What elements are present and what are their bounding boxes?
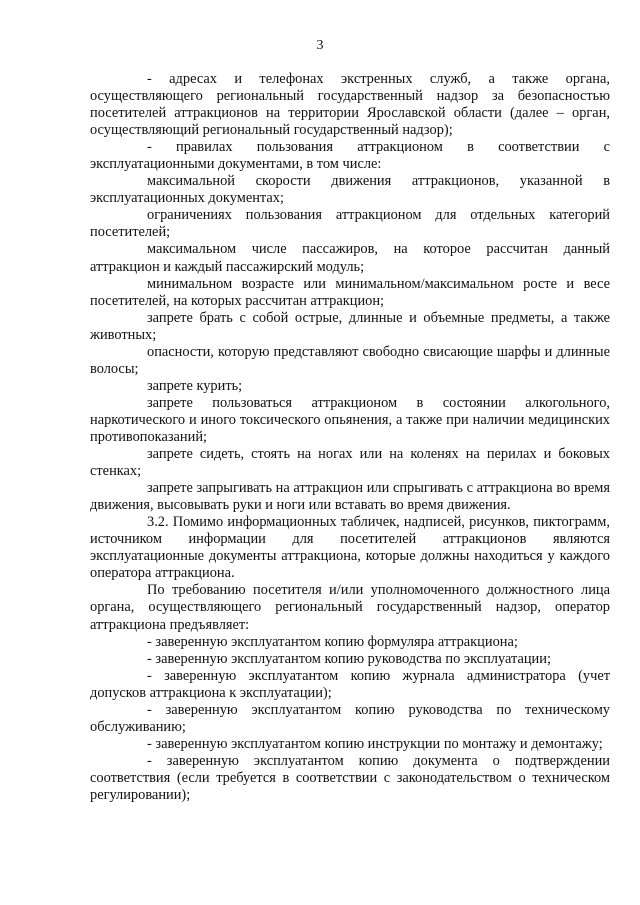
paragraph: максимальном числе пассажиров, на которое рассчитан данный аттракцион и каждый пассажирский модуль;: [90, 241, 610, 275]
paragraph: минимальном возрасте или минимальном/максимальном росте и весе посетителей, на которых рассчитан аттракцион;: [90, 275, 610, 309]
paragraph: запрете брать с собой острые, длинные и объемные предметы, а также животных;: [90, 309, 610, 343]
page-number: 3: [316, 38, 324, 53]
paragraph: 3.2. Помимо информационных табличек, надписей, рисунков, пиктограмм, источником информации для посетителей аттракционов являются эксплуатационные документы аттракциона, которые должны находиться у каждого оператора аттракциона.: [90, 514, 610, 582]
paragraph: - заверенную эксплуатантом копию документа о подтверждении соответствия (если требуется в соответствии с законодательством о техническом регулировании);: [90, 752, 610, 803]
paragraph: - заверенную эксплуатантом копию руководства по техническому обслуживанию;: [90, 701, 610, 735]
paragraph: максимальной скорости движения аттракционов, указанной в эксплуатационных документах;: [90, 173, 610, 207]
paragraph: запрете запрыгивать на аттракцион или спрыгивать с аттракциона во время движения, высовывать руки и ноги или вставать во время движения.: [90, 480, 610, 514]
paragraph: - правилах пользования аттракционом в соответствии с эксплуатационными документами, в том числе:: [90, 139, 610, 173]
paragraph: опасности, которую представляют свободно свисающие шарфы и длинные волосы;: [90, 343, 610, 377]
paragraph: - заверенную эксплуатантом копию формуляра аттракциона;: [147, 633, 518, 650]
paragraph: запрете пользоваться аттракционом в состоянии алкогольного, наркотического и иного токсического опьянения, а также при наличии медицинских противопоказаний;: [90, 394, 610, 445]
paragraph: - заверенную эксплуатантом копию руководства по эксплуатации;: [147, 650, 551, 667]
paragraph: ограничениях пользования аттракционом для отдельных категорий посетителей;: [90, 207, 610, 241]
document-body: [90, 71, 610, 804]
paragraph: - заверенную эксплуатантом копию журнала администратора (учет допусков аттракциона к эксплуатации);: [90, 667, 610, 701]
paragraph: запрете курить;: [147, 377, 243, 394]
paragraph: - заверенную эксплуатантом копию инструкции по монтажу и демонтажу;: [147, 735, 603, 752]
paragraph: По требованию посетителя и/или уполномоченного должностного лица органа, осуществляющего региональный государственный надзор, оператор аттракциона предъявляет:: [90, 582, 610, 633]
paragraph: - адресах и телефонах экстренных служб, а также органа, осуществляющего региональный государственный надзор за безопасностью посетителей аттракционов на территории Ярославской области (далее – орган, осуществляющий региональный государственный надзор);: [90, 71, 610, 139]
paragraph: запрете сидеть, стоять на ногах или на коленях на перилах и боковых стенках;: [90, 446, 610, 480]
